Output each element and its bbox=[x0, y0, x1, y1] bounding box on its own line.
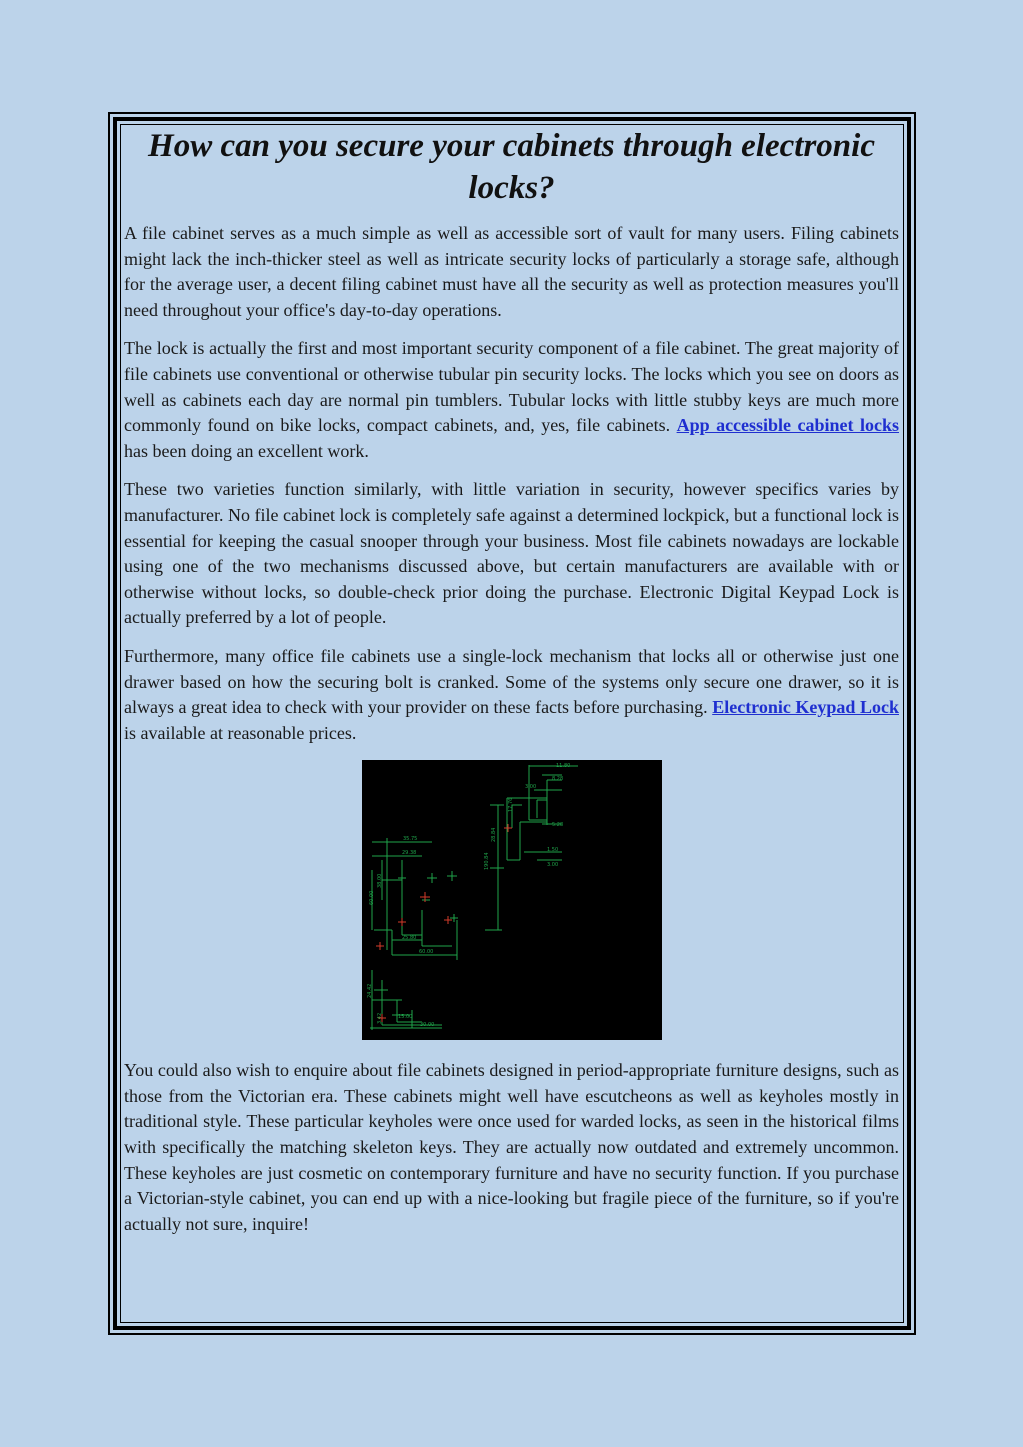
dim-label: 30.00 bbox=[419, 1022, 434, 1029]
article bbox=[124, 120, 899, 1237]
technical-drawing-image bbox=[362, 760, 662, 1040]
dim-label: 38.00 bbox=[376, 873, 383, 889]
dim-label: 15.00 bbox=[397, 1014, 412, 1021]
dim-label: 3.00 bbox=[546, 862, 558, 869]
dim-label: 3.42 bbox=[376, 1013, 383, 1025]
dim-label: 60.00 bbox=[368, 890, 375, 906]
paragraph-4 bbox=[124, 644, 899, 746]
electronic-keypad-lock-link[interactable]: Electronic Keypad Lock bbox=[712, 697, 899, 718]
dim-label: 17.76 bbox=[507, 797, 514, 813]
paragraph-4-text-end: is available at reasonable prices. bbox=[124, 722, 357, 743]
dim-label: 3.00 bbox=[524, 784, 536, 791]
dim-label: 5.28 bbox=[551, 822, 563, 829]
paragraph-2 bbox=[124, 336, 899, 464]
paragraph-2-text: The lock is actually the first and most important security component of a file cabinet. The great majority of file cabinets use conventional or otherwise tubular pin security locks. The locks which you see on doors as well as cabinets each day are normal pin tumblers. Tubular locks with little stubby keys are much more commonly found on bike locks, compact cabinets, and, yes, file cabinets. bbox=[124, 338, 899, 436]
dim-label: 25.80 bbox=[401, 935, 416, 942]
paragraph-1: A file cabinet serves as a much simple as well as accessible sort of vault for many users. Filing cabinets might lack the inch-thicker steel as well as intricate security locks of particularly a storage safe, although for the average user, a decent filing cabinet must have all the security as well as protection measures you'll need throughout your office's day-to-day operations. bbox=[124, 223, 899, 320]
dim-label: 60.00 bbox=[418, 949, 433, 956]
paragraph-3: These two varieties function similarly, with little variation in security, however specifics varies by manufacturer. No file cabinet lock is completely safe against a determined lockpick, but a functional lock is essential for keeping the casual snooper through your business. Most file cabinets nowadays are lockable using one of the two mechanisms discussed above, but certain manufacturers are available with or otherwise without locks, so double-check prior doing the purchase. Electronic Digital Keypad Lock is actually preferred by a lot of people. bbox=[124, 479, 899, 628]
dim-label: 190.84 bbox=[483, 852, 490, 871]
paragraph-5: You could also wish to enquire about file cabinets designed in period-appropriate furniture designs, such as those from the Victorian era. These cabinets might well have escutcheons as well as keyholes mostly in traditional style. These particular keyholes were once used for warded locks, as seen in the historical films with specifically the matching skeleton keys. They are actually now outdated and extremely uncommon. These keyholes are just cosmetic on contemporary furniture and have no security function. If you purchase a Victorian-style cabinet, you can end up with a nice-looking but fragile piece of the furniture, so if you're actually not sure, inquire! bbox=[124, 1060, 899, 1234]
page-title: How can you secure your cabinets through electronic locks? bbox=[148, 128, 875, 206]
paragraph-2-text-end: has been doing an excellent work. bbox=[124, 440, 369, 461]
paragraph-4-text: Furthermore, many office file cabinets use a single-lock mechanism that locks all or otherwise just one drawer based on how the securing bolt is cranked. Some of the systems only secure one drawer, so it is always a great idea to check with your provider on these facts before purchasing. bbox=[124, 645, 899, 718]
cad-drawing bbox=[362, 760, 662, 1040]
dim-label: 1.50 bbox=[546, 847, 558, 854]
dim-label: 28.84 bbox=[490, 827, 497, 843]
dim-label: 35.75 bbox=[402, 836, 417, 843]
dim-label: 24.42 bbox=[366, 983, 373, 999]
dim-label: 8.28 bbox=[551, 776, 563, 783]
dim-label: 11.80 bbox=[555, 763, 570, 770]
dim-label: 29.38 bbox=[401, 850, 416, 857]
app-accessible-cabinet-locks-link[interactable]: App accessible cabinet locks bbox=[676, 415, 899, 436]
